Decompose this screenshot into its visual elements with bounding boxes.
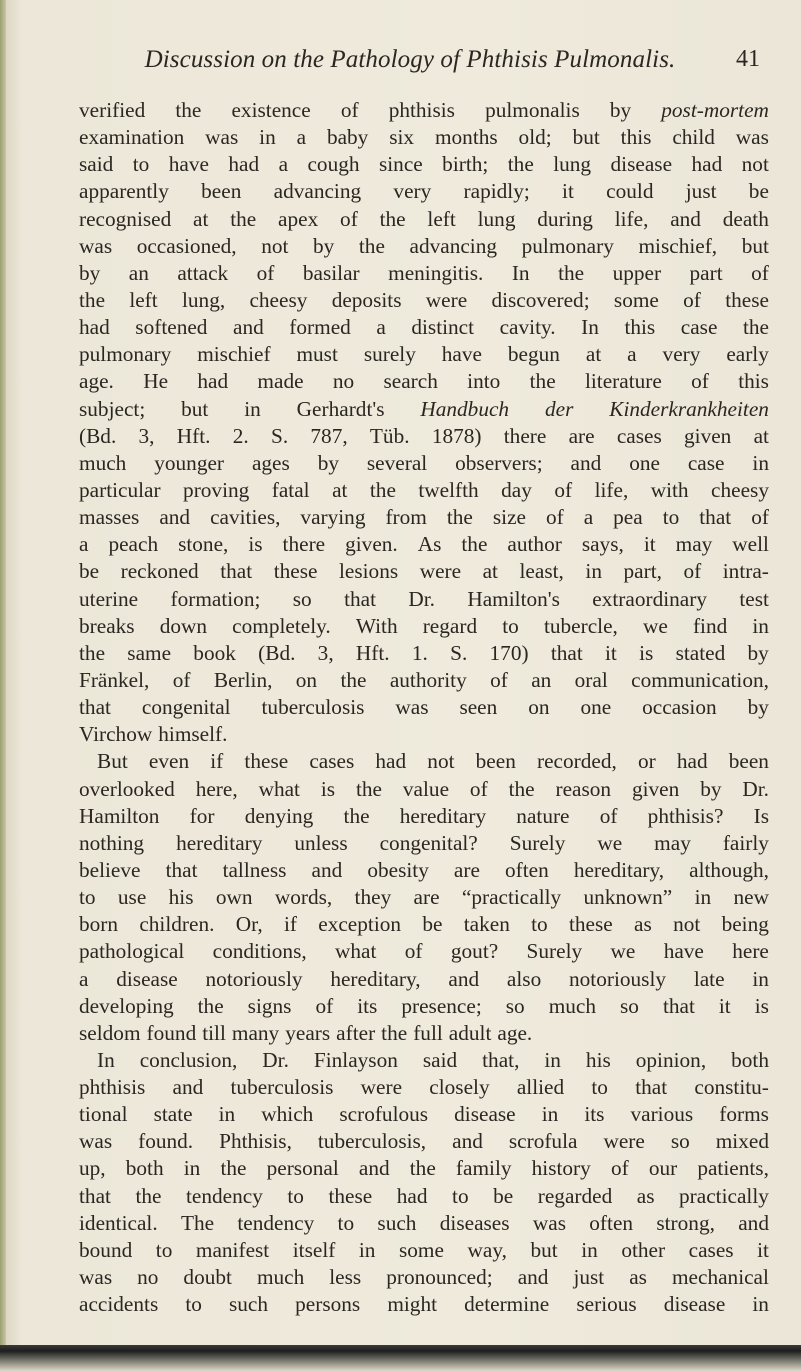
text-line: breaks down completely. With regard to tubercle, we find in [79,613,769,638]
text-line: uterine formation; so that Dr. Hamilton's extraordinary test [79,586,769,611]
text-line: was occasioned, not by the advancing pulmonary mischief, but [79,233,769,258]
text-line: overlooked here, what is the value of the reason given by Dr. [79,776,769,801]
text-line: Hamilton for denying the hereditary nature of phthisis? Is [79,803,769,828]
running-title: Discussion on the Pathology of Phthisis Pulmonalis. [144,46,676,73]
text-line: seldom found till many years after the full adult age. [79,1020,533,1045]
text-line: nothing hereditary unless congenital? Surely we may fairly [79,830,769,855]
text-line: much younger ages by several observers; and one case in [79,450,769,475]
text-line: pulmonary mischief must surely have begun at a very early [79,342,769,367]
text-line: to use his own words, they are “practically unknown” in new [79,885,769,910]
text-line: said to have had a cough since birth; the lung disease had not [79,152,769,177]
text-line: was no doubt much less pronounced; and just as mechanical [79,1265,769,1290]
page-number: 41 [736,46,760,72]
text-line: had softened and formed a distinct cavity. In this case the [79,315,769,340]
text-line: born children. Or, if exception be taken to these as not being [79,912,769,937]
text-line: that the tendency to these had to be regarded as practically [79,1183,769,1208]
text-line: age. He had made no search into the literature of this [79,369,769,394]
text-line: the left lung, cheesy deposits were discovered; some of these [79,287,769,312]
text-line: tional state in which scrofulous disease in its various forms [79,1102,769,1127]
page-header [110,46,760,86]
text-line: verified the existence of phthisis pulmonalis by post-mortem [79,98,769,122]
text-line: Fränkel, of Berlin, on the authority of an oral communication, [79,667,769,692]
text-line: pathological conditions, what of gout? Surely we have here [79,939,769,964]
text-line: apparently been advancing very rapidly; it could just be [79,179,769,204]
text-line: masses and cavities, varying from the size of a pea to that of [79,505,769,530]
text-line: by an attack of basilar meningitis. In the upper part of [79,260,769,285]
text-line: that congenital tuberculosis was seen on one occasion by [79,695,769,720]
text-line: But even if these cases had not been recorded, or had been [97,749,769,774]
page-binding-edge [0,0,6,1371]
body-text [79,97,769,1318]
text-line: examination was in a baby six months old; but this child was [79,125,769,150]
text-line: bound to manifest itself in some way, but in other cases it [79,1237,769,1262]
text-line: up, both in the personal and the family history of our patients, [79,1156,769,1181]
text-line: Virchow himself. [79,722,228,747]
page-bottom-edge [0,1345,801,1371]
text-line: believe that tallness and obesity are often hereditary, although, [79,857,769,882]
text-line: identical. The tendency to such diseases was often strong, and [79,1210,769,1235]
text-line: phthisis and tuberculosis were closely allied to that constitu- [79,1075,769,1100]
text-line: the same book (Bd. 3, Hft. 1. S. 170) that it is stated by [79,640,769,665]
text-line: subject; but in Gerhardt's Handbuch der Kinderkrankheiten [79,396,769,421]
text-line: was found. Phthisis, tuberculosis, and scrofula were so mixed [79,1129,769,1154]
text-line: be reckoned that these lesions were at least, in part, of intra- [79,559,769,584]
text-line: particular proving fatal at the twelfth day of life, with cheesy [79,477,769,502]
text-line: a disease notoriously hereditary, and also notoriously late in [79,966,769,991]
text-line: accidents to such persons might determine serious disease in [79,1292,769,1317]
text-line: (Bd. 3, Hft. 2. S. 787, Tüb. 1878) there are cases given at [79,423,769,448]
text-line: a peach stone, is there given. As the author says, it may well [79,532,769,557]
text-line: developing the signs of its presence; so much so that it is [79,993,769,1018]
text-line: recognised at the apex of the left lung during life, and death [79,206,769,231]
text-line: In conclusion, Dr. Finlayson said that, in his opinion, both [97,1047,769,1072]
